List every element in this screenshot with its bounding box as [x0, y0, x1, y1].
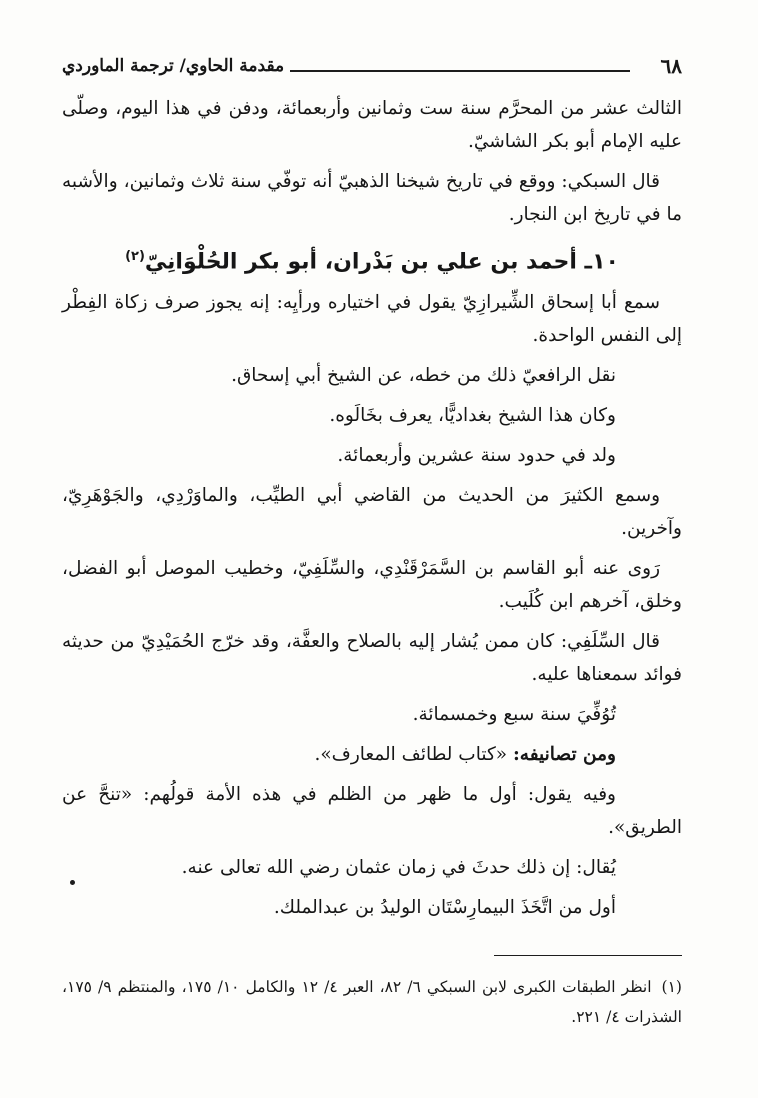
paragraph: رَوى عنه أبو القاسم بن السَّمَرْقَنْدِي، والسِّلَفِيّ، وخطيب الموصل أبو الفضل، وخلق، آخرهم ابن كُلَيب. [62, 558, 682, 613]
ink-dot [70, 880, 75, 885]
entry-heading [62, 239, 682, 280]
paragraph: يُقال: إن ذلك حدثَ في زمان عثمان رضي الله تعالى عنه. [181, 857, 616, 879]
paragraph: الثالث عشر من المحرَّم سنة ست وثمانين وأربعمائة، ودفن في هذا اليوم، وصلّى عليه الإمام أبو بكر الشاشيّ. [62, 98, 682, 152]
main-text [62, 92, 682, 924]
paragraph: ولد في حدود سنة عشرين وأربعمائة. [337, 445, 616, 467]
paragraph: وفيه يقول: أول ما ظهر من الظلم في هذه الأمة قولُهم: «تنحَّ عن الطريق». [62, 784, 682, 839]
section-lead-text: «كتاب لطائف المعارف». [314, 744, 513, 766]
paragraph: تُوُفِّيَ سنة سبع وخمسمائة. [412, 704, 616, 726]
footnote-rule [494, 955, 682, 956]
paragraph: وكان هذا الشيخ بغداديًّا، يعرف بخَالَوه. [329, 405, 616, 427]
paragraph: قال السِّلَفِي: كان ممن يُشار إليه بالصلاح والعفَّة، وقد خرّج الحُمَيْدِيّ من حديثه فوائد سمعناها عليه. [62, 631, 682, 686]
page-number: ٦٨ [660, 54, 682, 78]
footnote-text: انظر الطبقات الكبرى لابن السبكي ٦/ ٨٢، العبر ٤/ ١٢ والكامل ١٠/ ١٧٥، والمنتظم ٩/ ١٧٥، الشذرات ٤/ ٢٢١. [62, 978, 682, 1026]
entry-heading-text: ١٠ـ أحمد بن علي بن بَدْران، أبو بكر الحُلْوَانِيّ [144, 249, 619, 275]
paragraph [62, 738, 682, 771]
footnote-reference: (٢) [125, 249, 145, 264]
running-title: مقدمة الحاوي/ ترجمة الماوردي [62, 56, 285, 76]
paragraph: نقل الرافعيّ ذلك من خطه، عن الشيخ أبي إسحاق. [231, 365, 616, 387]
paragraph: وسمع الكثيرَ من الحديث من القاضي أبي الطيِّب، والماوَرْدِي، والجَوْهَرِيّ، وآخرين. [62, 485, 682, 540]
footnote [62, 972, 682, 1032]
footnote-marker: (١) [661, 978, 682, 996]
running-header [62, 50, 682, 90]
paragraph: أول من اتَّخَذَ البيمارِسْتَان الوليدُ بن عبدالملك. [273, 897, 616, 919]
paragraph: قال السبكي: ووقع في تاريخ شيخنا الذهبيّ أنه توفّي سنة ثلاث وثمانين، والأشبه ما في تاريخ ابن النجار. [62, 171, 682, 225]
section-lead: ومن تصانيفه: [512, 744, 616, 766]
header-rule [290, 70, 630, 72]
footnotes [62, 972, 682, 1032]
paragraph: سمع أبا إسحاق الشِّيرازِيّ يقول في اختياره ورأيِه: إنه يجوز صرف زكاة الفِطْر إلى النفس الواحدة. [62, 292, 682, 347]
